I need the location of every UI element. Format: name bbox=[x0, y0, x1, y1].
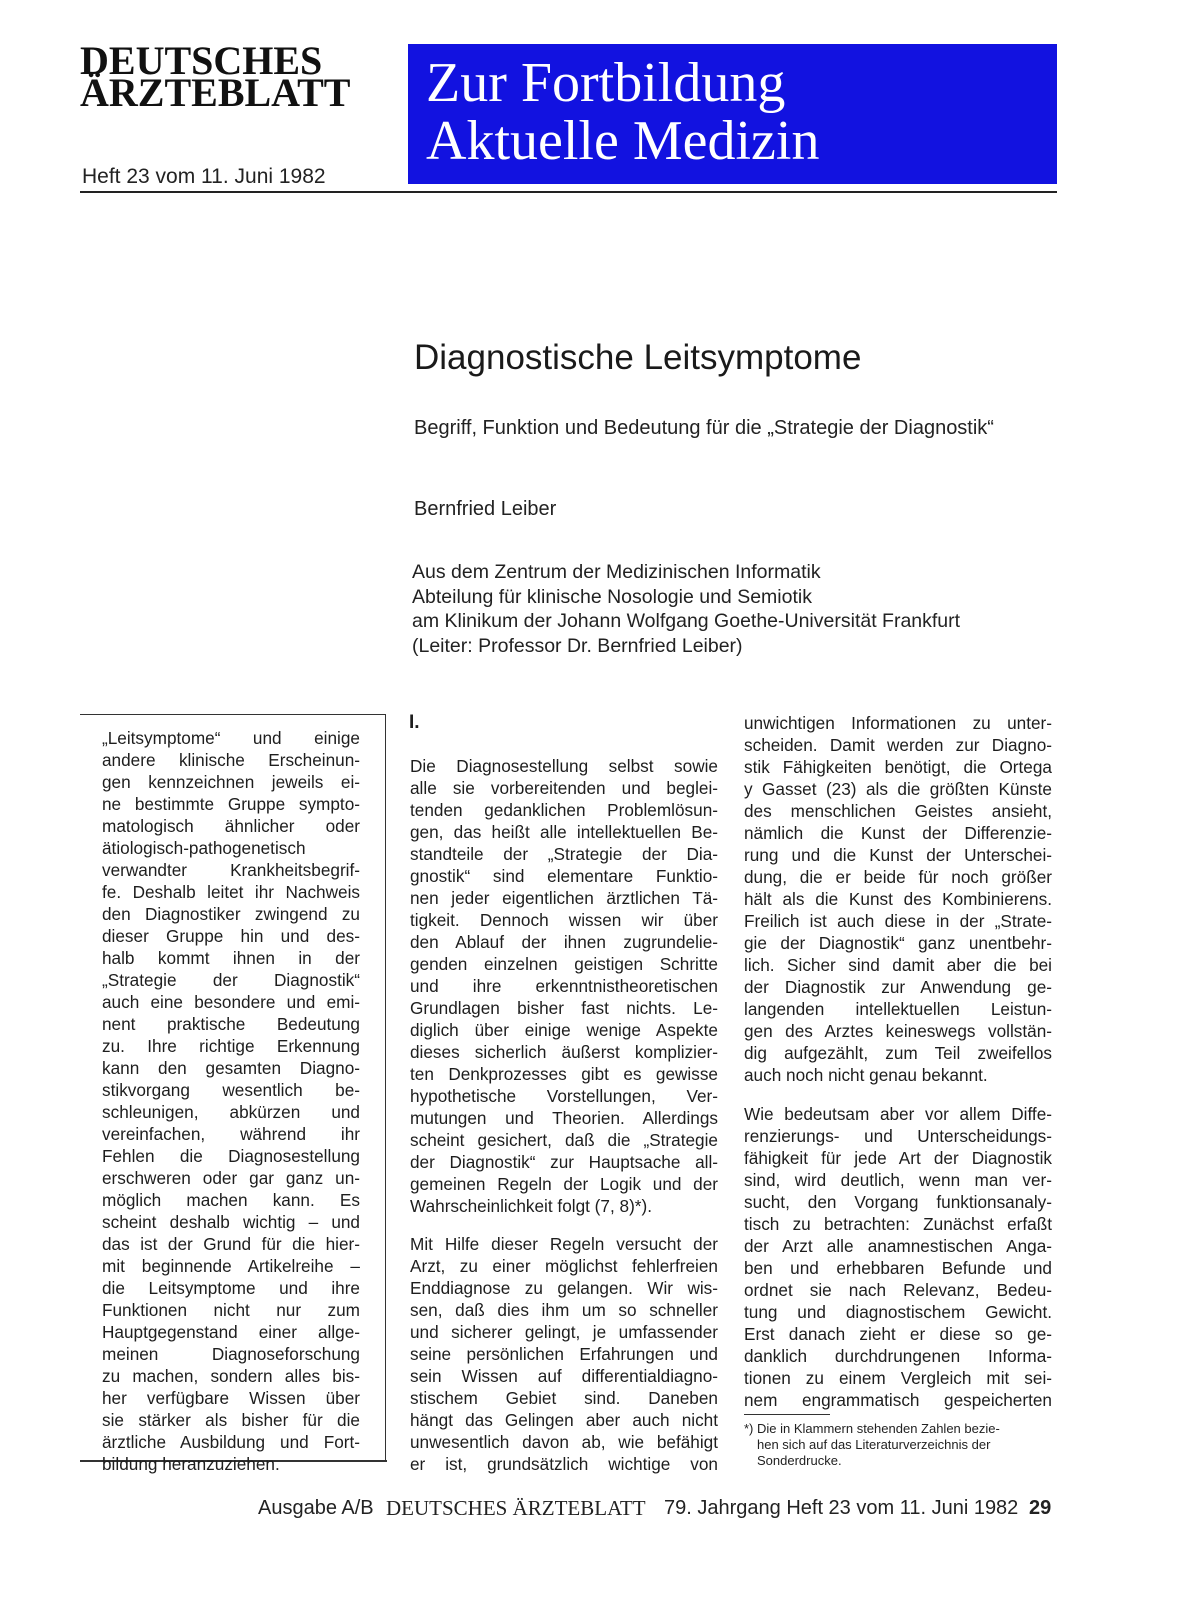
text-line: scheint deshalb wichtig – und bbox=[102, 1212, 360, 1232]
column3-paragraph1 bbox=[744, 712, 1052, 1086]
text-line: sen, daß dies ihm um so schneller bbox=[410, 1300, 718, 1320]
affiliation-line: am Klinikum der Johann Wolfgang Goethe-Universität Frankfurt bbox=[412, 610, 961, 632]
abstract-text bbox=[102, 727, 360, 1475]
text-line: und sicherer gelingt, je umfassender bbox=[410, 1322, 718, 1342]
text-line: auch noch nicht genau bekannt. bbox=[744, 1065, 988, 1085]
footnote-line: Sonderdrucke. bbox=[757, 1453, 842, 1468]
text-line: halb kommt ihnen in der bbox=[102, 948, 360, 968]
text-line: fähigkeit für jede Art der Diagnostik bbox=[744, 1148, 1052, 1168]
text-line: das ist der Grund für die hier- bbox=[102, 1234, 360, 1254]
text-line: verwandter Krankheitsbegrif- bbox=[102, 860, 360, 880]
text-line: tisch zu betrachten: Zunächst erfaßt bbox=[744, 1214, 1052, 1234]
text-line: tigkeit. Dennoch wissen wir über bbox=[410, 910, 718, 930]
text-line: tionen zu einem Vergleich mit sei- bbox=[744, 1368, 1052, 1388]
text-line: Fehlen die Diagnosestellung bbox=[102, 1146, 360, 1166]
column2-paragraph2 bbox=[410, 1233, 718, 1475]
text-line: renzierungs- und Unterscheidungs- bbox=[744, 1126, 1052, 1146]
affiliation-line: (Leiter: Professor Dr. Bernfried Leiber) bbox=[412, 634, 743, 657]
text-line: „Strategie der Diagnostik“ bbox=[102, 970, 360, 990]
footer-volume: 79. Jahrgang Heft 23 vom 11. Juni 1982 bbox=[664, 1497, 1019, 1519]
text-line: möglich machen kann. Es bbox=[102, 1190, 360, 1210]
text-line: nen jeder eigentlichen ärztlichen Tä- bbox=[410, 888, 718, 908]
text-line: lich. Sicher sind damit aber die bei bbox=[744, 955, 1052, 975]
text-line: andere klinische Erscheinun- bbox=[102, 750, 360, 770]
text-line: stik Fähigkeiten benötigt, die Ortega bbox=[744, 757, 1052, 777]
column2-paragraph1 bbox=[410, 755, 718, 1217]
text-line: alle sie vorbereitenden und beglei- bbox=[410, 778, 718, 798]
text-line: der Diagnostik“ zur Hauptsache all- bbox=[410, 1152, 718, 1172]
text-line: scheiden. Damit werden zur Diagno- bbox=[744, 735, 1052, 755]
text-line: nämlich die Kunst der Differenzie- bbox=[744, 823, 1052, 843]
footnote-line: *) Die in Klammern stehenden Zahlen bezie- bbox=[744, 1421, 1000, 1436]
affiliation-line: Abteilung für klinische Nosologie und Semiotik bbox=[412, 585, 812, 608]
text-line: tenden gedanklichen Problemlösun- bbox=[410, 800, 718, 820]
text-line: tung und diagnostischem Gewicht. bbox=[744, 1302, 1052, 1322]
footnote-line: hen sich auf das Literaturverzeichnis der bbox=[757, 1437, 991, 1452]
text-line: sie stärker als bisher für die bbox=[102, 1410, 360, 1430]
text-line: gemeinen Regeln der Logik und der bbox=[410, 1174, 718, 1194]
text-line: Hauptgegenstand einer allge- bbox=[102, 1322, 360, 1342]
text-line: hypothetische Vorstellungen, Ver- bbox=[410, 1086, 718, 1106]
text-line: rung und die Kunst der Unterschei- bbox=[744, 845, 1052, 865]
text-line: gen, das heißt alle intellektuellen Be- bbox=[410, 822, 718, 842]
text-line: scheint gesichert, daß die „Strategie bbox=[410, 1130, 718, 1150]
text-line: den Ablauf der ihnen zugrundelie- bbox=[410, 932, 718, 952]
text-line: schleunigen, abkürzen und bbox=[102, 1102, 360, 1122]
section-banner bbox=[408, 44, 1057, 184]
text-line: dieses sicherlich äußerst komplizier- bbox=[410, 1042, 718, 1062]
footnote bbox=[744, 1421, 1000, 1469]
page-number: 29 bbox=[1029, 1497, 1052, 1519]
footer-edition: Ausgabe A/B bbox=[258, 1497, 374, 1519]
text-line: mutungen und Theorien. Allerdings bbox=[410, 1108, 718, 1128]
footer-journal: DEUTSCHES ÄRZTEBLATT bbox=[386, 1496, 646, 1520]
text-line: mit beginnende Artikelreihe – bbox=[102, 1256, 360, 1276]
text-line: standteile der „Strategie der Dia- bbox=[410, 844, 718, 864]
text-line: vereinfachen, während ihr bbox=[102, 1124, 360, 1144]
masthead-rule bbox=[80, 191, 1057, 193]
text-line: zu machen, sondern alles bis- bbox=[102, 1366, 360, 1386]
text-line: der Diagnostik zur Anwendung ge- bbox=[744, 977, 1052, 997]
article-title: Diagnostische Leitsymptome bbox=[414, 338, 862, 377]
section-banner-line2: Aktuelle Medizin bbox=[426, 110, 820, 172]
text-line: dung, die er beide für noch größer bbox=[744, 867, 1052, 887]
text-line: sucht, den Vorgang funktionsanaly- bbox=[744, 1192, 1052, 1212]
text-line: den Diagnostiker zwingend zu bbox=[102, 904, 360, 924]
text-line: nent praktische Bedeutung bbox=[102, 1014, 360, 1034]
text-line: zu. Ihre richtige Erkennung bbox=[102, 1036, 360, 1056]
text-line: ten Denkprozesses gibt es gewisse bbox=[410, 1064, 718, 1084]
text-line: stischem Gebiet sind. Daneben bbox=[410, 1388, 718, 1408]
text-line: danklich durchdrungenen Informa- bbox=[744, 1346, 1052, 1366]
journal-name-line1: DEUTSCHES bbox=[80, 38, 323, 83]
column3-paragraph2 bbox=[744, 1103, 1052, 1411]
text-line: ne bestimmte Gruppe sympto- bbox=[102, 794, 360, 814]
text-line: ben und erhebbaren Befunde und bbox=[744, 1258, 1052, 1278]
text-line: seine persönlichen Erfahrungen und bbox=[410, 1344, 718, 1364]
text-line: langenden intellektuellen Leistun- bbox=[744, 999, 1052, 1019]
text-line: gie der Diagnostik“ ganz unentbehr- bbox=[744, 933, 1052, 953]
footnote-rule bbox=[744, 1414, 830, 1415]
text-line: nem engrammatisch gespeicherten bbox=[744, 1390, 1052, 1410]
text-line: Wahrscheinlichkeit folgt (7, 8)*). bbox=[410, 1196, 652, 1216]
text-line: Freilich ist auch diese in der „Strate- bbox=[744, 911, 1052, 931]
text-line: y Gasset (23) als die größten Künste bbox=[744, 779, 1052, 799]
text-line: stikvorgang wesentlich be- bbox=[102, 1080, 360, 1100]
article-author: Bernfried Leiber bbox=[414, 498, 557, 520]
text-line: her verfügbare Wissen über bbox=[102, 1388, 360, 1408]
text-line: hält als die Kunst des Kombinierens. bbox=[744, 889, 1052, 909]
text-line: auch eine besondere und emi- bbox=[102, 992, 360, 1012]
text-line: gnostik“ sind elementare Funktio- bbox=[410, 866, 718, 886]
text-line: des menschlichen Geistes ansieht, bbox=[744, 801, 1052, 821]
section-heading: I. bbox=[409, 712, 420, 733]
text-line: fe. Deshalb leitet ihr Nachweis bbox=[102, 882, 360, 902]
text-line: gen des Arztes keineswegs vollstän- bbox=[744, 1021, 1052, 1041]
text-line: Funktionen nicht nur zum bbox=[102, 1300, 360, 1320]
text-line: dieser Gruppe hin und des- bbox=[102, 926, 360, 946]
text-line: Erst danach zieht er diese so ge- bbox=[744, 1324, 1052, 1344]
text-line: und ihre erkenntnistheoretischen bbox=[410, 976, 718, 996]
section-banner-line1: Zur Fortbildung bbox=[426, 52, 786, 114]
text-line: genden einzelnen geistigen Schritte bbox=[410, 954, 718, 974]
text-line: diglich über einige wenige Aspekte bbox=[410, 1020, 718, 1040]
text-line: der Arzt alle anamnestischen Anga- bbox=[744, 1236, 1052, 1256]
text-line: Die Diagnosestellung selbst sowie bbox=[410, 756, 718, 776]
text-line: hängt das Gelingen aber auch nicht bbox=[410, 1410, 718, 1430]
text-line: Enddiagnose zu gelangen. Wir wis- bbox=[410, 1278, 718, 1298]
text-line: sein Wissen auf differentialdiagno- bbox=[410, 1366, 718, 1386]
journal-name-line2: ÄRZTEBLATT bbox=[80, 70, 351, 115]
text-line: unwesentlich davon ab, wie befähigt bbox=[410, 1432, 718, 1452]
text-line: er ist, grundsätzlich wichtige von bbox=[410, 1454, 718, 1474]
text-line: dig aufgezählt, zum Teil zweifellos bbox=[744, 1043, 1052, 1063]
text-line: kann den gesamten Diagno- bbox=[102, 1058, 360, 1078]
affiliation-line: Aus dem Zentrum der Medizinischen Informatik bbox=[412, 561, 821, 583]
text-line: Grundlagen bisher fast nichts. Le- bbox=[410, 998, 718, 1018]
text-line: erschweren oder gar ganz un- bbox=[102, 1168, 360, 1188]
text-line: sind, wird deutlich, wenn man ver- bbox=[744, 1170, 1052, 1190]
text-line: matologisch ähnlicher oder bbox=[102, 816, 360, 836]
text-line: „Leitsymptome“ und einige bbox=[102, 728, 360, 748]
author-affiliation bbox=[412, 560, 960, 658]
text-line: Arzt, zu einer möglichst fehlerfreien bbox=[410, 1256, 718, 1276]
text-line: gen kennzeichnen jeweils ei- bbox=[102, 772, 360, 792]
text-line: Wie bedeutsam aber vor allem Diffe- bbox=[744, 1104, 1052, 1124]
text-line: Mit Hilfe dieser Regeln versucht der bbox=[410, 1234, 718, 1254]
text-line: ordnet sie nach Relevanz, Bedeu- bbox=[744, 1280, 1052, 1300]
text-line: ätiologisch-pathogenetisch bbox=[102, 838, 306, 858]
text-line: unwichtigen Informationen zu unter- bbox=[744, 713, 1052, 733]
text-line: ärztliche Ausbildung und Fort- bbox=[102, 1432, 360, 1452]
text-line: meinen Diagnoseforschung bbox=[102, 1344, 360, 1364]
article-subtitle: Begriff, Funktion und Bedeutung für die „Strategie der Diagnostik“ bbox=[414, 417, 994, 439]
issue-date: Heft 23 vom 11. Juni 1982 bbox=[82, 165, 326, 188]
text-line: die Leitsymptome und ihre bbox=[102, 1278, 360, 1298]
text-line: bildung heranzuziehen. bbox=[102, 1454, 280, 1474]
